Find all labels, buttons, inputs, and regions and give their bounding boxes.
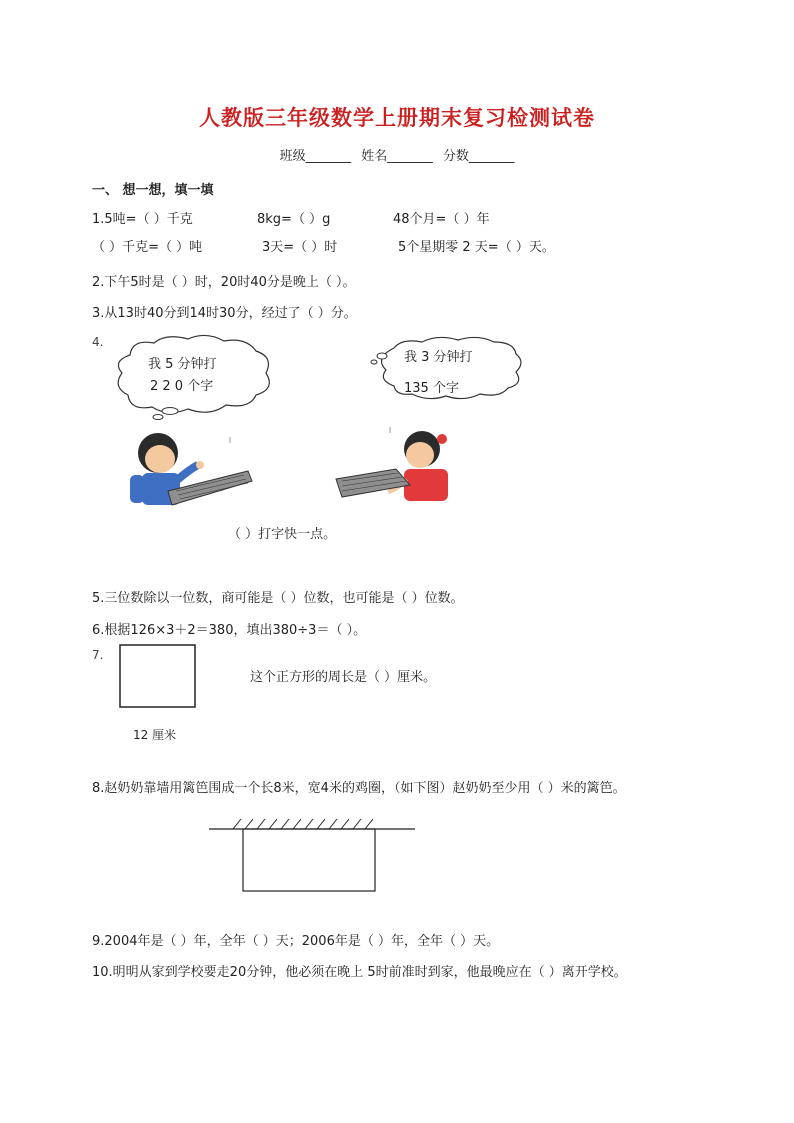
question-3: 3.从13时40分到14时30分，经过了（ ）分。 (92, 306, 357, 321)
q1-item-d: （ ）千克=（ ）吨 (92, 240, 203, 255)
question-6: 6.根据126×3＋2＝380，填出380÷3＝（ ）。 (92, 623, 367, 638)
question-7-text: 这个正方形的周长是（ ）厘米。 (250, 670, 437, 685)
student-info-line (0, 145, 794, 164)
q1-item-c: 48个月=（ ）年 (393, 212, 490, 227)
question-5: 5.三位数除以一位数，商可能是（ ）位数，也可能是（ ）位数。 (92, 591, 464, 606)
question-8: 8.赵奶奶靠墙用篱笆围成一个长8米，宽4米的鸡圈，（如下图）赵奶奶至少用（ ）米的篱笆。 (92, 781, 626, 796)
question-9: 9.2004年是（ ）年，全年（ ）天；2006年是（ ）年，全年（ ）天。 (92, 934, 500, 949)
question-4-answer: （ ）打字快一点。 (228, 527, 337, 542)
q1-item-a: 1.5吨=（ ）千克 (92, 212, 193, 227)
question-10: 10.明明从家到学校要走20分钟，他必须在晚上 5时前准时到家，他最晚应在（ ）离开学校。 (92, 965, 627, 980)
q1-item-b: 8kg=（ ）g (257, 212, 331, 227)
girl-bubble-line-1: 我 3 分钟打 (404, 350, 473, 365)
question-4-number: 4. (92, 335, 104, 349)
square-figure (118, 643, 198, 709)
q1-item-f: 5个星期零 2 天=（ ）天。 (398, 240, 555, 255)
q1-item-e: 3天=（ ）时 (262, 240, 338, 255)
boy-typing-illustration (120, 425, 260, 515)
chicken-coop-diagram (205, 815, 420, 897)
square-side-label: 12 厘米 (133, 728, 177, 742)
question-2: 2.下午5时是（ ）时，20时40分是晚上（ ）。 (92, 275, 356, 290)
boy-bubble-line-2: 2 2 0 个字 (150, 379, 214, 394)
boy-bubble-line-1: 我 5 分钟打 (148, 357, 217, 372)
question-7-number: 7. (92, 648, 104, 662)
section-heading-1: 一、 想一想，填一填 (92, 183, 214, 198)
score-field[interactable]: 分数_______ (442, 149, 515, 164)
page-title: 人教版三年级数学上册期末复习检测试卷 (199, 106, 595, 130)
girl-bubble-line-2: 135 个字 (404, 381, 459, 396)
class-field[interactable]: 班级_______ (279, 149, 352, 164)
girl-typing-illustration (330, 425, 465, 510)
name-field[interactable]: 姓名_______ (361, 149, 433, 164)
